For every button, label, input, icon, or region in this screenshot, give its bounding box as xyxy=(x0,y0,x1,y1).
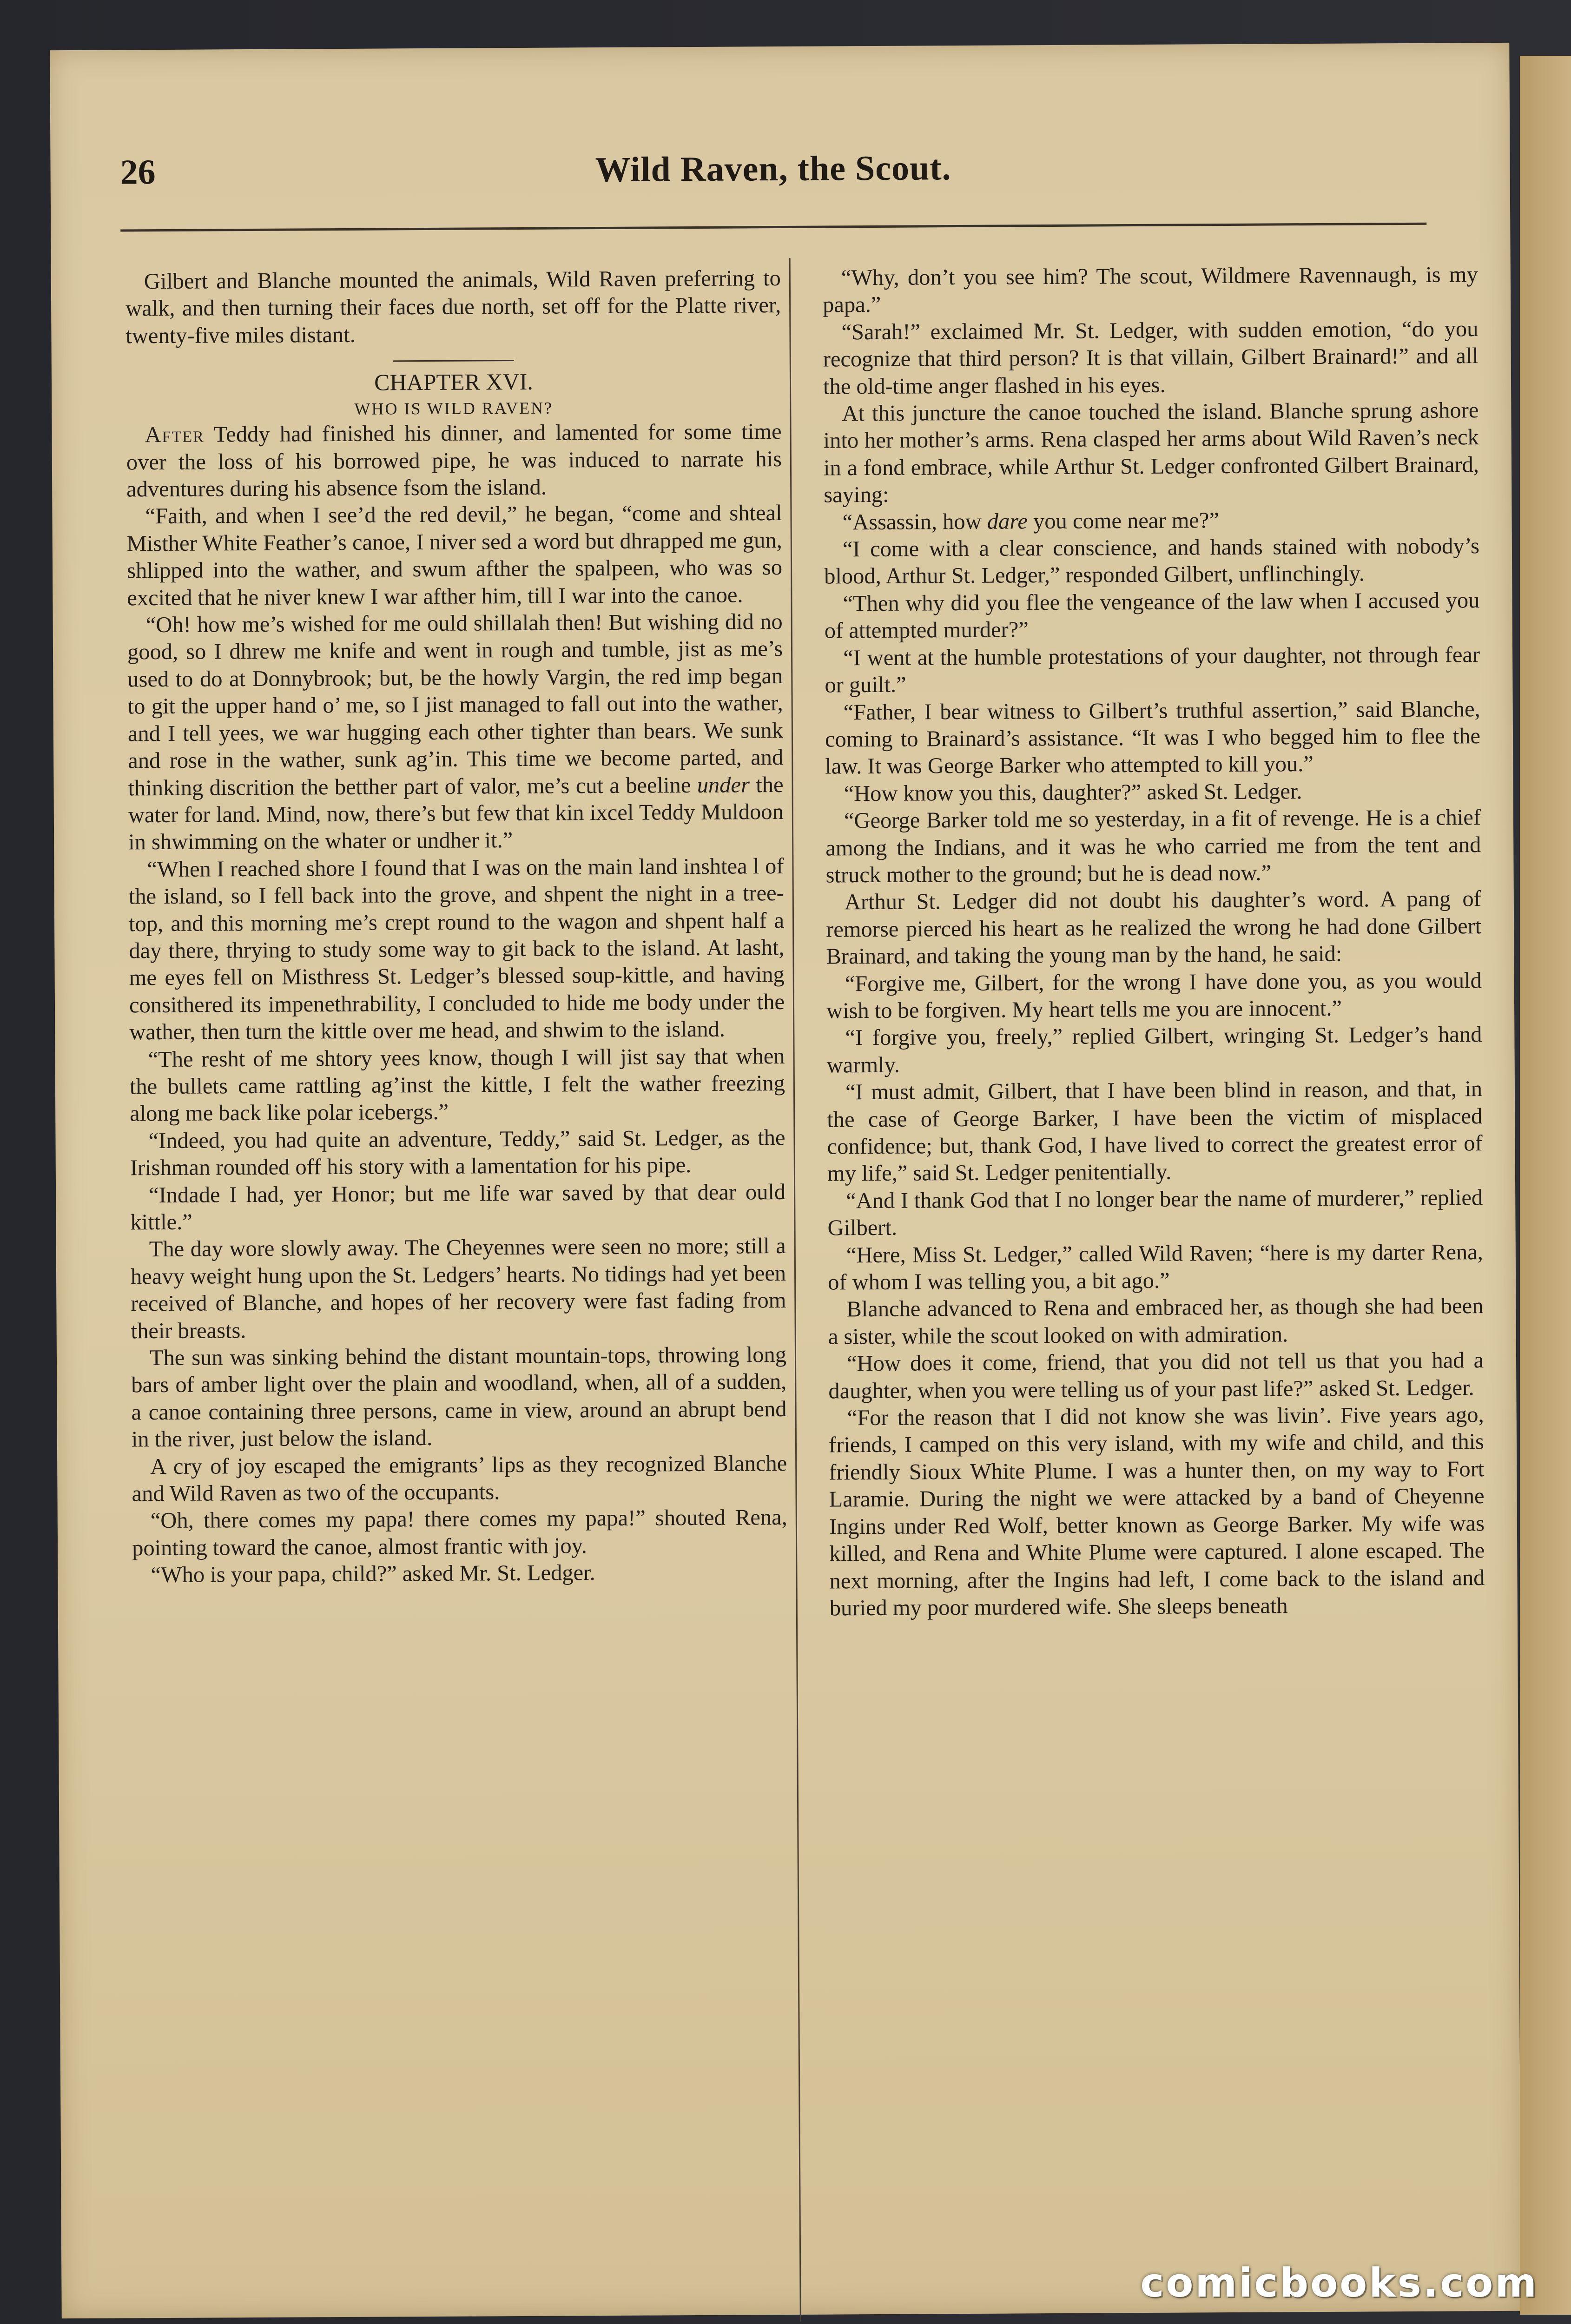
paragraph: “I went at the humble protestations of your daughter, not through fear or guilt.” xyxy=(825,642,1480,698)
paragraph-text: “Assassin, how xyxy=(842,509,987,535)
paragraph: “Sarah!” exclaimed Mr. St. Ledger, with sudden emotion, “do you recognize that third person? It is that villain, Gilbert Brainard!” and all the old-time anger flashed in his eyes. xyxy=(823,316,1479,399)
book-page xyxy=(50,43,1521,2318)
paragraph: “George Barker told me so yesterday, in a fit of revenge. He is a chief among the Indians, and it was he who carried me from the tent and struck mother to the ground; but he is dead now.” xyxy=(825,805,1481,888)
paragraph: “How does it come, friend, that you did not tell us that you had a daughter, when you were telling us of your past life?” asked St. Ledger. xyxy=(828,1348,1484,1404)
paragraph: A cry of joy escaped the emigrants’ lips as they recognized Blanche and Wild Raven as two of the occupants. xyxy=(132,1451,787,1506)
paragraph: “Why, don’t you see him? The scout, Wildmere Ravennaugh, is my papa.” xyxy=(823,262,1478,317)
emphasis: under xyxy=(697,772,750,798)
page-header xyxy=(120,145,1426,218)
paragraph: The day wore slowly away. The Cheyennes were seen no more; still a heavy weight hung upon the St. Ledgers’ hearts. No tidings had yet been received of Blanche, and hopes of her recovery were fast fading from their breasts. xyxy=(130,1234,786,1344)
paragraph: “I forgive you, freely,” replied Gilbert, wringing St. Ledger’s hand warmly. xyxy=(826,1022,1482,1078)
paragraph: “I come with a clear conscience, and hands stained with nobody’s blood, Arthur St. Ledger,” responded Gilbert, unflinchingly. xyxy=(824,534,1480,589)
chapter-rule xyxy=(393,360,514,362)
paragraph: “Faith, and when I see’d the red devil,” he began, “come and shteal Misther White Feather’s canoe, I niver sed a word but dhrapped me gun, shlipped into the wather, and swum afther the spalpeen, who was so excited that he niver knew I war afther him, till I war into the canoe. xyxy=(126,501,783,611)
chapter-subtitle: WHO IS WILD RAVEN? xyxy=(354,398,554,419)
paragraph-text: you come near me?” xyxy=(1027,508,1220,534)
lead-word: After xyxy=(145,422,205,448)
paragraph-text: the water for land. Mind, now, there’s but few that kin ixcel Teddy Muldoon in shwimming on the whater or undher it.” xyxy=(128,772,784,855)
paragraph: “Indeed, you had quite an adventure, Teddy,” said St. Ledger, as the Irishman rounded off his story with a lamentation for his pipe. xyxy=(130,1125,786,1181)
paragraph xyxy=(824,506,1479,536)
page-number: 26 xyxy=(120,152,156,192)
paragraph: The sun was sinking behind the distant mountain-tops, throwing long bars of amber light over the plain and woodland, when, all of a sudden, a canoe containing three persons, came in view, around an abrupt bend in the river, just below the island. xyxy=(131,1342,787,1452)
paragraph: “Then why did you flee the vengeance of the law when I accused you of attempted murder?” xyxy=(824,588,1480,643)
paragraph: “Oh, there comes my papa! there comes my papa!” shouted Rena, pointing toward the canoe, almost frantic with joy. xyxy=(132,1505,787,1561)
paragraph: “Father, I bear witness to Gilbert’s truthful assertion,” said Blanche, coming to Brainard’s assistance. “It was I who begged him to flee the law. It was George Barker who attempted to kill you.” xyxy=(825,696,1481,779)
left-column xyxy=(125,265,788,1589)
paragraph: “When I reached shore I found that I was on the main land inshtea l of the island, so I fell back into the grove, and shpent the night in a tree-top, and this morning me’s crept round to the wagon and shpent half a day there, thrying to study some way to git back to the island. At lasht, me eyes fell on Misthress St. Ledger’s blessed soup-kittle, and having consithered its impenethrability, I concluded to hide me body under the wather, then turn the kittle over me head, and shwim to the island. xyxy=(128,853,785,1045)
paragraph: “Who is your papa, child?” asked Mr. St. Ledger. xyxy=(151,1560,595,1588)
emphasis: dare xyxy=(987,508,1028,534)
paragraph: “Here, Miss St. Ledger,” called Wild Raven; “here is my darter Rena, of whom I was telling you, a bit ago.” xyxy=(828,1239,1483,1295)
right-column xyxy=(823,261,1485,1622)
header-rule xyxy=(120,223,1426,232)
paragraph: “For the reason that I did not know she was livin’. Five years ago, friends, I camped on this very island, with my wife and child, and this friendly Sioux White Plume. I was a hunter then, on my way to Fort Laramie. During the night we were attacked by a band of Cheyenne Ingins under Red Wolf, better known as George Barker. My wife was killed, and Rena and White Plume were captured. I alone escaped. The next morning, after the Ingins had left, I come back to the island and buried my poor murdered wife. She sleeps beneath xyxy=(828,1402,1485,1621)
running-title: Wild Raven, the Scout. xyxy=(595,148,951,190)
paragraph: Blanche advanced to Rena and embraced her, as though she had been a sister, while the scout looked on with admiration. xyxy=(828,1294,1484,1349)
paragraph: “Forgive me, Gilbert, for the wrong I have done you, as you would wish to be forgiven. My heart tells me you are innocent.” xyxy=(826,968,1482,1023)
paragraph: “How know you this, daughter?” asked St. Ledger. xyxy=(844,779,1302,806)
paragraph: “And I thank God that I no longer bear the name of murderer,” replied Gilbert. xyxy=(827,1185,1483,1241)
paragraph: At this juncture the canoe touched the island. Blanche sprung ashore into her mother’s arms. Rena clasped her arms about Wild Raven’s neck in a fond embrace, while Arthur St. Ledger confronted Gilbert Brainard, saying: xyxy=(823,398,1479,508)
paragraph: “I must admit, Gilbert, that I have been blind in reason, and that, in the case of George Barker, I have been the victim of misplaced confidence; but, thank God, I have lived to correct the greatest error of my life,” said St. Ledger penitentially. xyxy=(827,1076,1483,1186)
paragraph xyxy=(127,608,784,856)
chapter-title: CHAPTER XVI. xyxy=(374,369,533,396)
paragraph xyxy=(126,418,782,503)
paragraph-text: Teddy had finished his dinner, and lamented for some time over the loss of his borrowed pipe, he was induced to narrate his adventures during his absence fsom the island. xyxy=(126,419,782,502)
paragraph: Gilbert and Blanche mounted the animals, Wild Raven preferring to walk, and then turning their faces due north, set off for the Platte river, twenty-five miles distant. xyxy=(125,266,781,349)
paragraph: “The resht of me shtory yees know, though I will jist say that when the bullets came rattling ag’inst the kittle, I felt the wather freezing along me back like polar icebergs.” xyxy=(129,1043,786,1126)
paragraph: Arthur St. Ledger did not doubt his daughter’s word. A pang of remorse pierced his heart as he realized the wrong he had done Gilbert Brainard, and taking the young man by the hand, he said: xyxy=(826,886,1482,969)
paragraph: “Indade I had, yer Honor; but me life war saved by that dear ould kittle.” xyxy=(130,1179,786,1235)
column-rule xyxy=(789,258,801,2322)
next-page-edge xyxy=(1520,56,1571,2315)
paragraph-text: “Oh! how me’s wished for me ould shillalah then! But wishing did no good, so I dhrew me knife and went in rough and tumble, jist as me’s used to do at Donnybrook; but, be the howly Vargin, the red imp began to git the upper hand o’ me, so I jist managed to fall out into the wather, and I tell yees, we war hugging each other tighter than bears. We sunk and rose in the wather, sunk ag’in. This time we become parted, and thinking discrition the betther part of valor, me’s cut a beeline xyxy=(127,609,784,800)
site-watermark: comicbooks.com xyxy=(1140,2260,1538,2306)
